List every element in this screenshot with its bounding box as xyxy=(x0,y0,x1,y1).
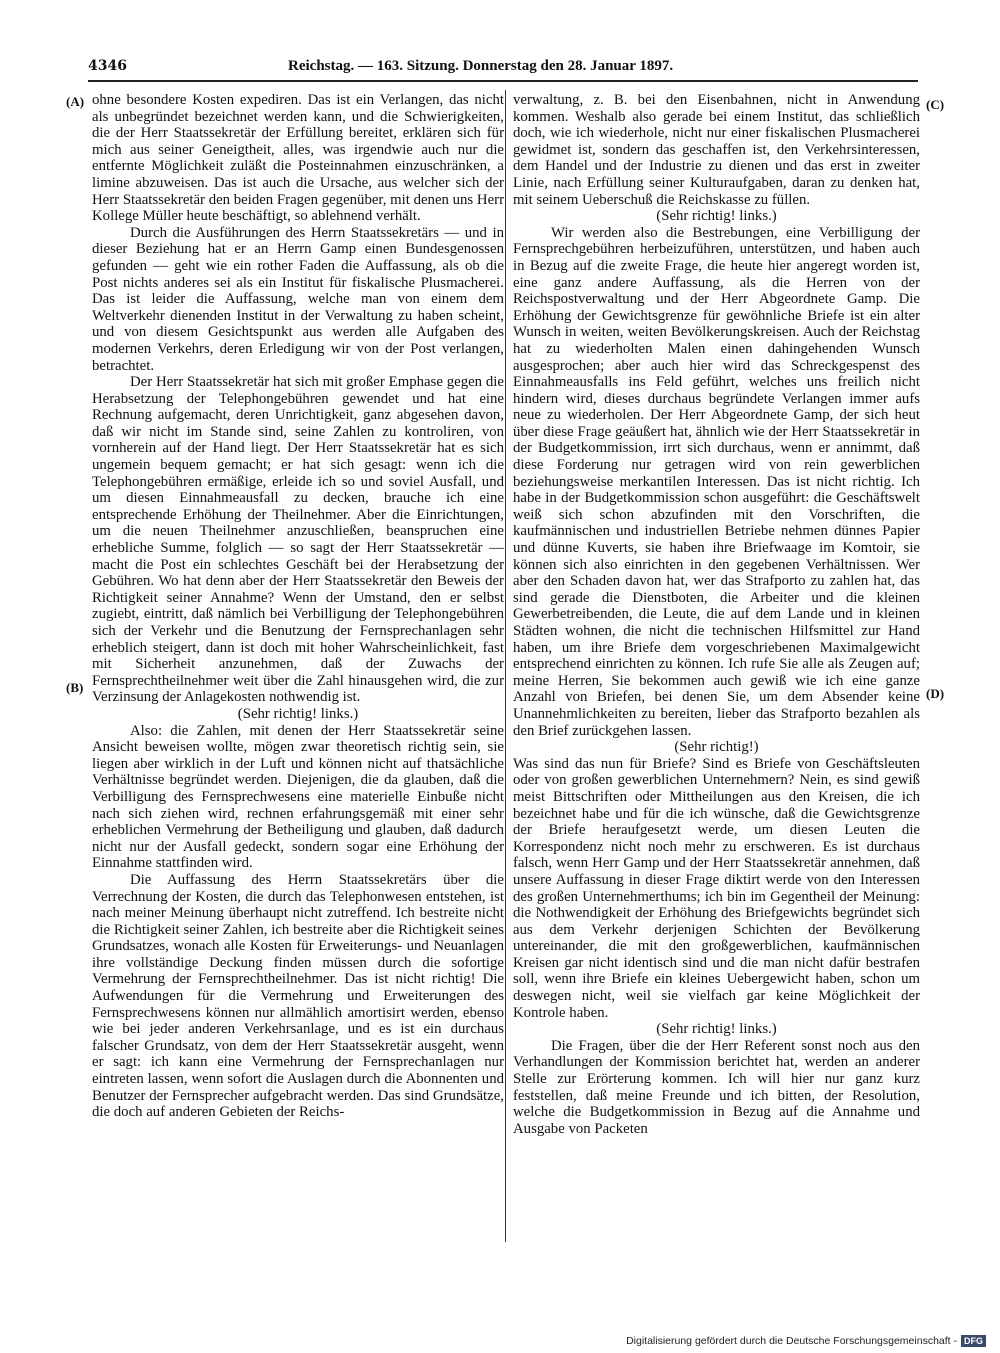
left-column xyxy=(92,92,504,1121)
running-title: Reichstag. — 163. Sitzung. Donnerstag den 28. Januar 1897. xyxy=(288,58,674,74)
applause-note: (Sehr richtig! links.) xyxy=(656,1021,777,1038)
margin-marker-d: (D) xyxy=(926,686,945,701)
paragraph: Die Auffassung des Herrn Staatssekretärs über die Verrechnung der Kosten, die durch das Telephonwesen entstehen, ist nach meiner Meinung überhaupt nicht zutreffend. Ich bestreite nicht die Richtigkeit seiner Zahlen, ich bestreite aber die Richtigkeit seines Grundsatzes, wonach alle Kosten für Erweiterungs- und Neuanlagen ihre vollständige Deckung finden müssen durch die sofortige Vermehrung der Fernsprechtheilnehmer. Das ist nicht richtig! Die Aufwendungen für die Vermehrung und Erweiterungen des Fernsprechwesens können nur allmählich amortisirt werden, ebenso wie bei jeder anderen Verkehrsanlage, und es ist ein durchaus falscher Grundsatz, von dem der Herr Staatssekretär ausgeht, wenn er sagt: ich kann eine Vermehrung der Fernsprechanlagen nur eintreten lassen, wenn sofort die Auslagen durch die Abonnenten und Benutzer der Fernsprecher aufgebracht werden. Das sind Grundsätze, die doch auf anderen Gebieten der Reichs- xyxy=(92,871,504,1121)
column-divider xyxy=(505,90,506,1242)
paragraph: ohne besondere Kosten expediren. Das ist ein Verlangen, das nicht als unbegründet bezeichnet werden kann, und die Schwierigkeiten, die der Herr Staatssekretär der Erfüllung bereitet, erklären sich für mich aus seiner Geneigtheit, alles, was irgendwie auch nur die entfernte Möglichkeit zuläßt die Posteinnahmen einzuschränken, a limine abzuweisen. Das ist auch die Ursache, aus welcher sich der Herr Staatssekretär den beiden Fragen gegenüber, mit denen uns Herr Kollege Müller heute beschäftigt, so ablehnend verhält. xyxy=(92,92,504,225)
applause-note: (Sehr richtig! links.) xyxy=(237,705,359,722)
paragraph: verwaltung, z. B. bei den Eisenbahnen, nicht in Anwendung kommen. Weshalb also gerade bei einem Institut, das schließlich doch, wie ich wiederhole, nicht nur einer fiskalischen Plusmacherei gewidmet ist, sondern das geschaffen ist, den Verkehrsinteressen, dem Handel und der Industrie zu dienen und das erst in zweiter Linie, nach Erfüllung seiner Kulturaufgaben, daran zu denken hat, mit seinem Ueberschuß die Reichskasse zu füllen. xyxy=(513,92,920,208)
paragraph: Die Fragen, über die der Herr Referent sonst noch aus den Verhandlungen der Kommission berichtet hat, werden an anderer Stelle zur Erörterung kommen. Ich will hier nur ganz kurz feststellen, daß meine Freunde und ich bitten, der Resolution, welche die Budgetkommission in Bezug auf die Annahme und Ausgabe von Packeten xyxy=(513,1037,920,1137)
paragraph: Durch die Ausführungen des Herrn Staatssekretärs — und in dieser Beziehung hat er an Herrn Gamp einen Bundesgenossen gefunden — geht wie ein rother Faden die Auffassung, als ob die Post nichts anderes sei als ein Institut für fiskalische Plusmacherei. Das ist leider die Auffassung, welche man von einem dem Weltverkehr dienenden Institut in der Verwaltung zu haben scheint, und von diesem Gesichtspunkt aus werden alle Aufgaben des modernen Verkehrs, deren Erledigung wir von der Post verlangen, betrachtet. xyxy=(92,224,504,374)
paragraph: Wir werden also die Bestrebungen, eine Verbilligung der Fernsprechgebühren herbeizuführen, unterstützen, und haben auch in Bezug auf die zweite Frage, die heute hier angeregt worden ist, eine ganz andere Auffassung, als die Herren von der Reichspostverwaltung und der Herr Abgeordnete Gamp. Die Erhöhung der Gewichtsgrenze für gewöhnliche Briefe ist ein alter Wunsch in weiten, weiten Bevölkerungskreisen. Auch der Reichstag hat zu wiederholten Malen einen dahingehenden Wunsch ausgesprochen; aber auch hier wird das Schreckgespenst des Einnahmeausfalls ins Feld geführt, welches uns freilich nicht hindern wird, dieses durchaus begründete Verlangen immer aufs neue zu wiederholen. Der Herr Abgeordnete Gamp, der sich heut über diese Frage geäußert hat, ähnlich wie der Herr Staatssekretär in der Budgetkommission, irrt sich durchaus, wenn er annimmt, daß diese Forderung nur getragen wird von rein gewerblichen beziehungsweise merkantilen Interessen. Das ist nicht richtig. Ich habe in der Budgetkommission schon ausgeführt: die Geschäftswelt weiß sich schon abzufinden mit den Vorschriften, die kaufmännischen und industriellen Betriebe nehmen dünnes Papier und dünne Kuverts, sie haben ihre Briefwaage im Komtoir, sie können sich also einrichten in den gegebenen Verhältnissen. Wer aber den Schaden davon hat, wer das Strafporto zu zahlen hat, das sind gerade die Dienstboten, die Arbeiter und die kleinen Gewerbetreibenden, die Leute, die auf dem Lande und in kleinen Städten wohnen, die nicht die technischen Hilfsmittel zur Hand haben, um ihre Briefe dem vorgeschriebenen Maximalgewicht entsprechend einrichten zu können. Ich rufe Sie alle als Zeugen auf; meine Herren, Sie bekommen auch gewiß wie ich eine ganze Anzahl von Briefen, bei denen Sie, um dem Absender keine Unannehmlichkeiten zu bereiten, lieber das Strafporto bezahlen als den Brief zurückgehen lassen. xyxy=(513,224,920,739)
applause-note: (Sehr richtig! links.) xyxy=(656,208,777,225)
margin-marker-b: (B) xyxy=(66,680,84,695)
applause-note: (Sehr richtig!) xyxy=(674,739,759,756)
paragraph: Was sind das nun für Briefe? Sind es Briefe von Geschäftsleuten oder von großen gewerblichen Unternehmern? Nein, es sind gewiß meist Bittschriften oder Mittheilungen aus den Kreisen, die ich bezeichnet habe und für die ich wünsche, daß die Gewichtsgrenze der Briefe heraufgesetzt werde, um diesen Leuten die Korrespondenz nicht noch mehr zu erschweren. Es ist durchaus falsch, wenn Herr Gamp und der Herr Staatssekretär annehmen, daß unsere Auffassung in dieser Frage diktirt werde von den Interessen des großen Unternehmerthums; ich bin im Gegentheil der Meinung: die Nothwendigkeit der Erhöhung des Briefgewichts begründet sich aus dem Verkehr derjenigen Schichten der Bevölkerung untereinander, die mit den großgewerblichen, kaufmännischen Kreisen gar nicht identisch sind und die man nicht dafür bestrafen soll, wenn ihre Briefe ein kleines Uebergewicht haben, schon um deswegen nicht, weil sie vielfach gar keine Möglichkeit der Kontrole haben. xyxy=(513,755,920,1021)
page-header xyxy=(88,58,918,82)
right-column xyxy=(513,92,920,1137)
paragraph: Der Herr Staatssekretär hat sich mit großer Emphase gegen die Herabsetzung der Telephongebühren gewendet und hat eine Rechnung aufgemacht, deren Unrichtigkeit, ganz abgesehen davon, daß wir nicht im Stande sind, seine Zahlen zu kontroliren, von vornherein auf der Hand liegt. Der Herr Staatssekretär hat es sich ungemein bequem gemacht; er hat sich gesagt: wenn ich die Telephongebühren ermäßige, erleide ich so und soviel Ausfall, und um diesen Einnahmeausfall zu decken, brauche ich eine entsprechende Erhöhung der Theilnehmer. Aber die Einrichtungen, um die neuen Theilnehmer anzuschließen, beanspruchen eine erhebliche Summe, folglich — so sagt der Herr Staatssekretär — macht die Post ein schlechtes Geschäft bei der Herabsetzung der Gebühren. Wo hat denn aber der Herr Staatssekretär den Beweis der Richtigkeit seiner Annahme? Wenn der Umstand, den er selbst zugiebt, eintritt, daß nämlich bei Verbilligung der Telephongebühren sich der Verkehr und die Benutzung der Fernsprechanlagen sehr erheblich steigert, dann ist doch mit hoher Wahrscheinlichkeit, fast mit Sicherheit anzunehmen, daß der Zuwachs der Fernsprechtheilnehmer weit über die Zahl hinausgehen wird, die zur Verzinsung der Anlagekosten nothwendig ist. xyxy=(92,374,504,706)
dfg-logo: DFG xyxy=(961,1335,986,1347)
page-number: 4346 xyxy=(88,58,127,74)
margin-marker-c: (C) xyxy=(926,97,945,112)
footer-credit-text: Digitalisierung gefördert durch die Deutsche Forschungsgemeinschaft - xyxy=(626,1335,957,1347)
header-rule xyxy=(88,80,918,82)
paragraph: Also: die Zahlen, mit denen der Herr Staatssekretär seine Ansicht beweisen wollte, mögen zwar theoretisch richtig sein, sie liegen aber wirklich in der Luft und können nicht auf thatsächliche Verhältnisse begründet werden. Diejenigen, die da glauben, daß die Verbilligung des Fernsprechwesens eine materielle Einbuße nicht nach sich ziehen wird, rechnen erfahrungsgemäß mit einer sehr erheblichen Vermehrung der Betheiligung und glauben, daß dadurch nicht nur der Ausfall gedeckt, sondern sogar eine Erhöhung der Einnahme stattfinden wird. xyxy=(92,722,504,872)
margin-marker-a: (A) xyxy=(66,94,85,109)
footer-credit xyxy=(626,1335,986,1347)
